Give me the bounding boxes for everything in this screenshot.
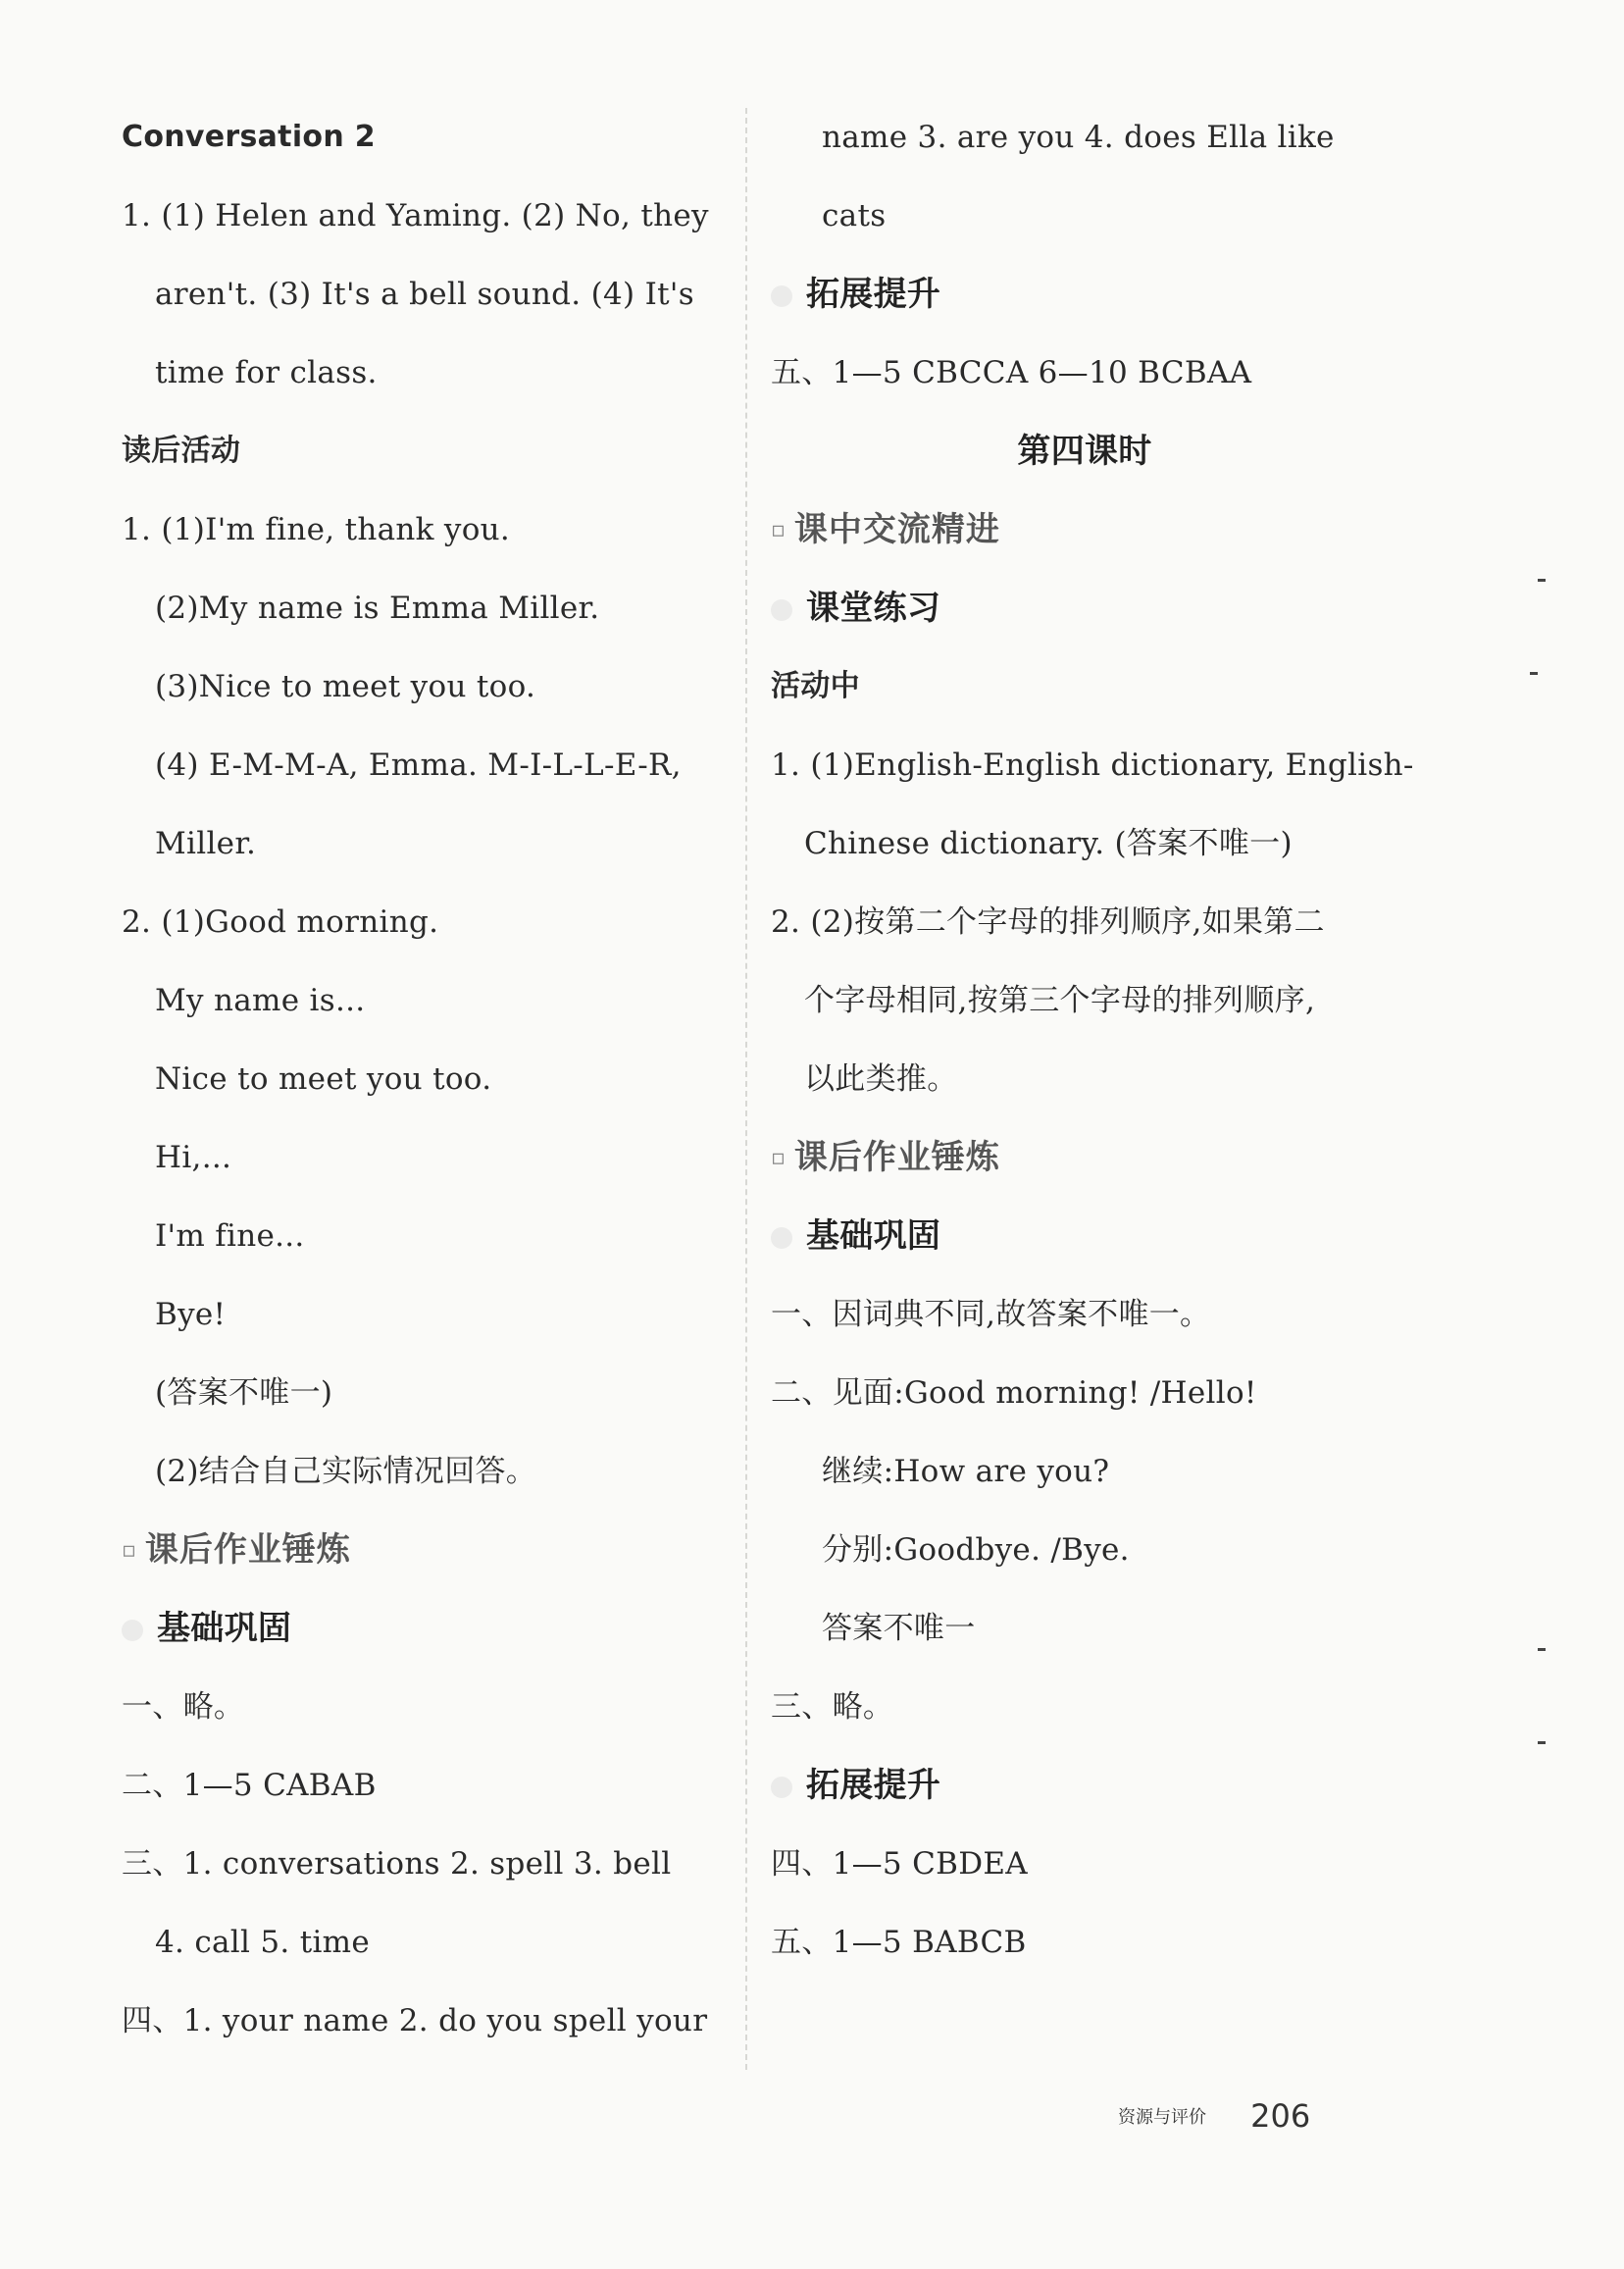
margin-mark <box>1530 672 1538 675</box>
answer-line <box>771 334 1398 412</box>
subsection-heading-text: 课堂练习 <box>806 589 941 628</box>
section-marker-icon: ▫ <box>122 1538 137 1563</box>
answer-line-text: 四、1—5 CBDEA <box>771 1846 1028 1882</box>
answer-line-text: Miller. <box>155 826 257 861</box>
answer-line <box>122 647 745 726</box>
activity-heading-text: Conversation 2 <box>122 120 376 154</box>
answer-line <box>122 1825 745 1903</box>
answer-line <box>122 1668 745 1746</box>
section-banner <box>771 490 1398 569</box>
answer-line-text: Hi,... <box>155 1140 232 1175</box>
answer-line <box>122 726 745 804</box>
answer-line-text: 1. (1) Helen and Yaming. (2) No, they <box>122 198 709 233</box>
answer-line <box>122 1118 745 1197</box>
answer-line-text: 五、1—5 CBCCA 6—10 BCBAA <box>771 355 1252 390</box>
answer-line <box>122 1040 745 1118</box>
answer-line <box>771 1903 1398 1982</box>
answer-line-text: 五、1—5 BABCB <box>771 1925 1027 1960</box>
section-banner-text: 课中交流精进 <box>793 510 1000 549</box>
footer-label: 资源与评价 <box>1118 2107 1206 2128</box>
activity-heading <box>771 647 1398 726</box>
answer-line-text: (3)Nice to meet you too. <box>155 669 536 704</box>
answer-line <box>771 1511 1398 1589</box>
answer-line <box>122 883 745 961</box>
subsection-heading <box>122 1589 745 1668</box>
answer-line-text: (2)My name is Emma Miller. <box>155 591 600 626</box>
section-marker-icon: ▫ <box>771 518 787 542</box>
left-column <box>122 98 745 2060</box>
answer-line <box>122 1746 745 1825</box>
answer-line-text: 答案不唯一 <box>822 1611 976 1646</box>
answer-line-text: 继续:How are you? <box>822 1454 1110 1489</box>
answer-line-text: name 3. are you 4. does Ella like <box>822 120 1335 155</box>
answer-line-text: I'm fine... <box>155 1218 305 1254</box>
answer-line <box>771 1040 1398 1118</box>
heading-dot-icon <box>771 1777 792 1798</box>
answer-line <box>771 1354 1398 1432</box>
lesson-title-text: 第四课时 <box>1017 432 1152 471</box>
column-divider <box>745 108 747 2070</box>
page-footer <box>1118 2097 1310 2135</box>
answer-line-text: 二、1—5 CABAB <box>122 1768 377 1803</box>
activity-heading-text: 活动中 <box>771 669 860 703</box>
subsection-heading <box>771 569 1398 647</box>
answer-line <box>122 961 745 1040</box>
margin-mark <box>1538 1648 1546 1651</box>
answer-line-text: 个字母相同,按第三个字母的排列顺序, <box>804 983 1316 1018</box>
answer-line <box>771 1825 1398 1903</box>
subsection-heading <box>771 255 1398 334</box>
answer-line <box>122 177 745 255</box>
answer-line <box>122 1903 745 1982</box>
answer-line-text: 以此类推。 <box>804 1061 958 1097</box>
subsection-heading-text: 基础巩固 <box>157 1609 292 1648</box>
answer-line <box>771 177 1398 255</box>
answer-line-text: 四、1. your name 2. do you spell your <box>122 2003 708 2038</box>
answer-line <box>122 1275 745 1354</box>
answer-line-text: 一、略。 <box>122 1689 245 1725</box>
answer-line-text: 三、1. conversations 2. spell 3. bell <box>122 1846 672 1882</box>
answer-line-text: Bye! <box>155 1297 227 1332</box>
right-column <box>771 98 1414 1982</box>
margin-mark <box>1538 579 1546 582</box>
answer-line-text: time for class. <box>155 355 378 390</box>
answer-line-text: cats <box>822 198 887 233</box>
heading-dot-icon <box>122 1620 143 1641</box>
answer-line-text: 三、略。 <box>771 1689 894 1725</box>
heading-dot-icon <box>771 1227 792 1249</box>
section-banner <box>771 1118 1398 1197</box>
answer-line-text: aren't. (3) It's a bell sound. (4) It's <box>155 277 694 312</box>
subsection-heading <box>771 1746 1398 1825</box>
answer-line-text: Chinese dictionary. (答案不唯一) <box>804 826 1293 861</box>
answer-line-text: 4. call 5. time <box>155 1925 371 1960</box>
margin-mark <box>1538 1741 1546 1744</box>
answer-line <box>771 1589 1398 1668</box>
page-number: 206 <box>1250 2097 1311 2135</box>
answer-line <box>771 804 1398 883</box>
answer-line-text: 1. (1)I'm fine, thank you. <box>122 512 511 547</box>
answer-line-text: 2. (2)按第二个字母的排列顺序,如果第二 <box>771 904 1325 940</box>
activity-heading <box>122 412 745 490</box>
answer-line <box>771 961 1398 1040</box>
subsection-heading-text: 基础巩固 <box>806 1216 941 1256</box>
activity-heading-text: 读后活动 <box>122 434 241 468</box>
lesson-title <box>771 412 1398 490</box>
section-marker-icon: ▫ <box>771 1146 787 1170</box>
answer-line <box>122 1354 745 1432</box>
answer-line-text: 一、因词典不同,故答案不唯一。 <box>771 1297 1211 1332</box>
answer-line <box>122 569 745 647</box>
answer-line <box>771 98 1398 177</box>
answer-line-text: 二、见面:Good morning! /Hello! <box>771 1375 1257 1411</box>
answer-line-text: (2)结合自己实际情况回答。 <box>155 1454 537 1489</box>
answer-line <box>122 1432 745 1511</box>
answer-line-text: Nice to meet you too. <box>155 1061 492 1097</box>
subsection-heading-text: 拓展提升 <box>806 1766 941 1805</box>
answer-line <box>122 334 745 412</box>
activity-heading <box>122 98 745 177</box>
answer-line-text: My name is... <box>155 983 366 1018</box>
heading-dot-icon <box>771 599 792 621</box>
answer-line <box>771 1275 1398 1354</box>
section-banner-text: 课后作业锤炼 <box>144 1530 351 1570</box>
answer-line <box>771 726 1414 804</box>
answer-line <box>122 804 745 883</box>
answer-line <box>122 1197 745 1275</box>
heading-dot-icon <box>771 285 792 307</box>
answer-line <box>771 1432 1398 1511</box>
answer-line-text: 1. (1)English-English dictionary, English- <box>771 748 1414 783</box>
subsection-heading <box>771 1197 1398 1275</box>
answer-line <box>122 1982 745 2060</box>
subsection-heading-text: 拓展提升 <box>806 275 941 314</box>
answer-line <box>122 490 745 569</box>
section-banner <box>122 1511 745 1589</box>
answer-line-text: (4) E-M-M-A, Emma. M-I-L-L-E-R, <box>155 748 682 783</box>
answer-line-text: 分别:Goodbye. /Bye. <box>822 1532 1130 1568</box>
answer-line <box>771 1668 1398 1746</box>
answer-line <box>771 883 1398 961</box>
answer-line-text: (答案不唯一) <box>155 1375 333 1411</box>
answer-line <box>122 255 745 334</box>
section-banner-text: 课后作业锤炼 <box>793 1138 1000 1177</box>
answer-line-text: 2. (1)Good morning. <box>122 904 439 940</box>
